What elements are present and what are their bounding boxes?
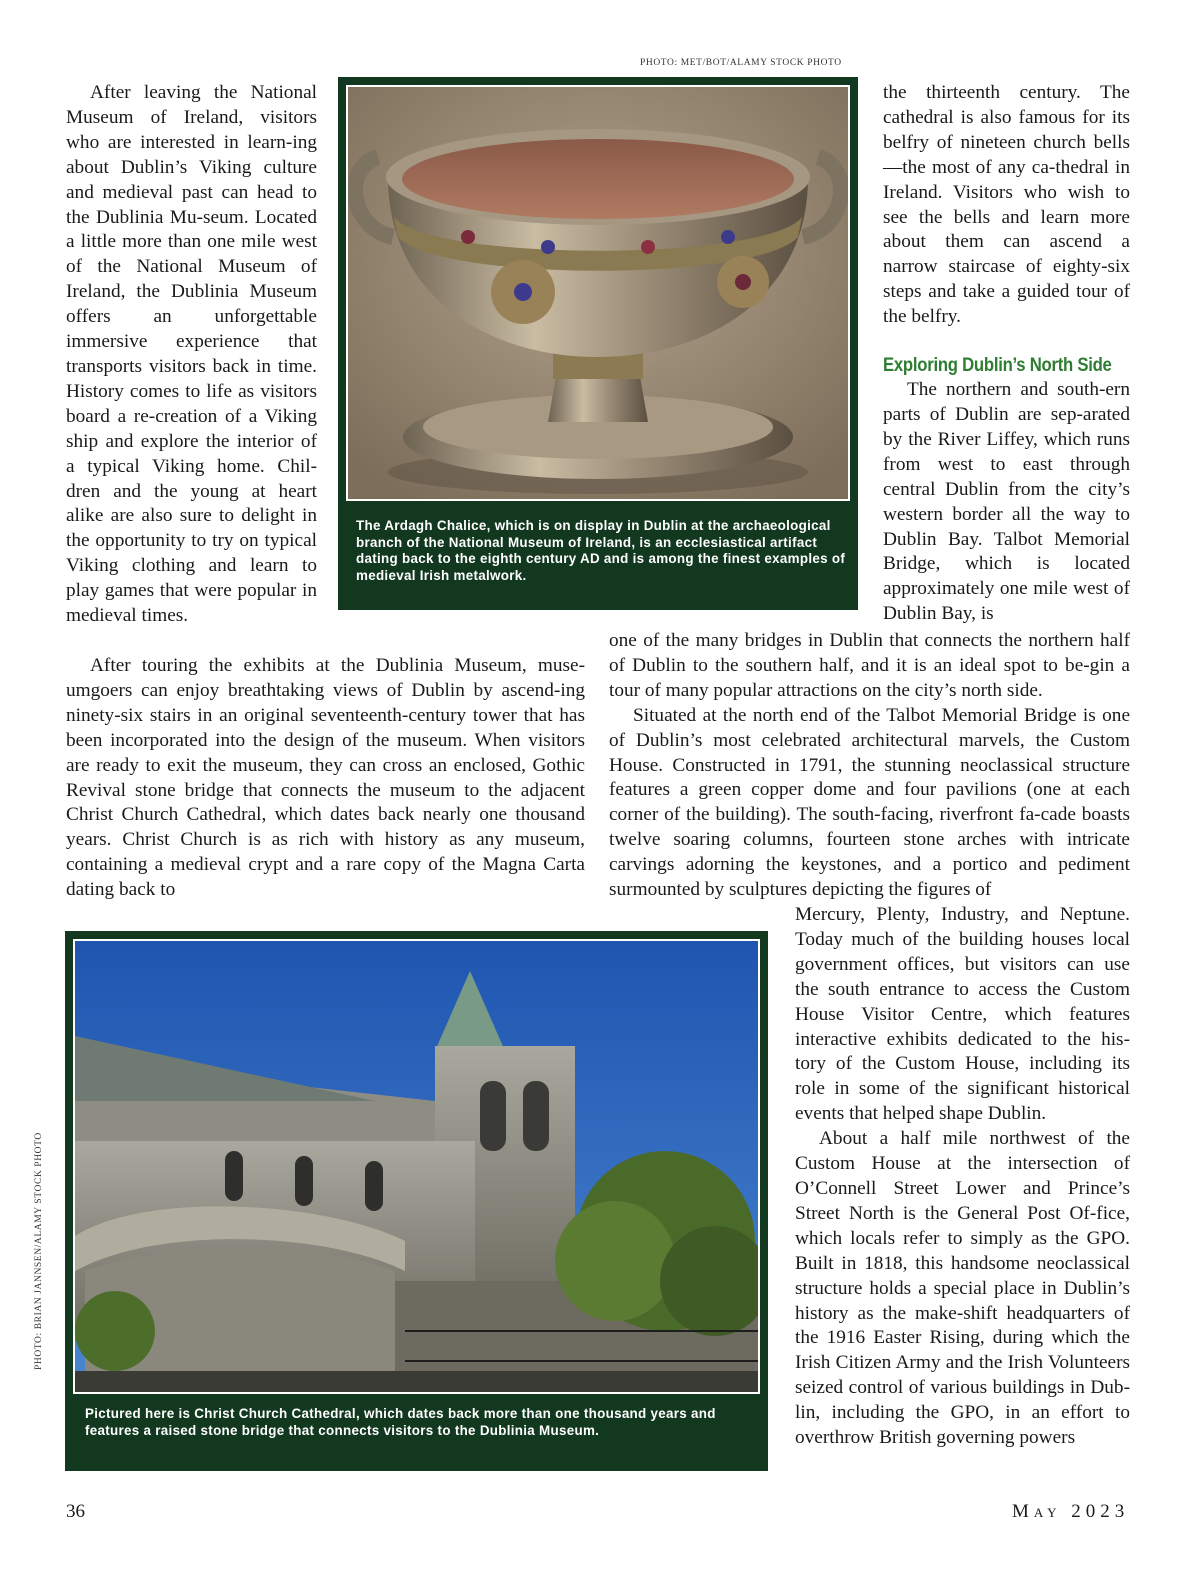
page-number: 36: [66, 1501, 85, 1522]
body-paragraph: Situated at the north end of the Talbot Memorial Bridge is one of Dublin’s most celebrated architectural marvels, the Custom House. Constructed in 1791, the stunning neoclassical structure features a green copper dome and four pavilions (one at each corner of the building). The south-facing, riverfront fa-cade boasts twelve soaring columns, fourteen stone arches with intricate carvings adorning the keystones, and a portico and pediment surmounted by sculptures depicting the figures of: [609, 704, 1130, 901]
body-paragraph: one of the many bridges in Dublin that connects the northern half of Dublin to the southern half, and it is an ideal spot to be-gin a tour of many popular attractions on the city’s north side.: [609, 630, 1130, 701]
chalice-illustration: [348, 87, 848, 499]
body-paragraph: The northern and south-ern parts of Dublin are sep-arated by the River Liffey, which runs from west to east through central Dublin from the city’s western border all the way to Dublin Bay. Talbot Memorial Bridge, which is located approximately one mile west of Dublin Bay, is: [883, 379, 1130, 625]
body-paragraph: the thirteenth century. The cathedral is also famous for its belfry of nineteen church bells—the most of any ca-thedral in Ireland. Visitors who wish to see the bells and learn more about them can ascend a narrow staircase of eighty-six steps and take a guided tour of the belfry.: [883, 82, 1130, 328]
photo-credit-top: PHOTO: MET/BOT/ALAMY STOCK PHOTO: [640, 58, 842, 68]
body-paragraph: After touring the exhibits at the Dublinia Museum, muse-umgoers can enjoy breathtaking views of Dublin by ascend-ing ninety-six stairs in an original seventeenth-century tower that has been incorporated into the design of the museum. When visitors are ready to exit the museum, they can cross an enclosed, Gothic Revival stone bridge that connects the museum to the adjacent Christ Church Cathedral, which dates back nearly one thousand years. Christ Church is as rich with history as any museum, containing a medieval crypt and a rare copy of the Magna Carta dating back to: [66, 655, 585, 901]
column-right-top: [883, 81, 1130, 627]
chalice-photo: [346, 85, 850, 501]
column-left-bottom: [66, 654, 585, 903]
chalice-caption: The Ardagh Chalice, which is on display in Dublin at the archaeological branch of the National Museum of Ireland, is an ecclesiastical artifact dating back to the eighth century AD and is among the finest examples of medieval Irish metalwork.: [356, 518, 846, 583]
body-paragraph: About a half mile northwest of the Custom House at the intersection of O’Connell Street Lower and Prince’s Street North is the General Post Of-fice, which locals refer to simply as the GPO. Built in 1818, this handsome neoclassical structure holds a special place in Dublin’s history as the make-shift headquarters of the 1916 Easter Rising, during which the Irish Citizen Army and the Irish Volunteers seized control of various buildings in Dub-lin, including the GPO, in an effort to overthrow British governing powers: [795, 1128, 1130, 1449]
column-middle: [609, 629, 1130, 903]
photo-credit-side: PHOTO: BRIAN JANNSEN/ALAMY STOCK PHOTO: [34, 1132, 44, 1370]
issue-date: May 2023: [1012, 1501, 1130, 1522]
column-right-bottom: [795, 903, 1130, 1451]
cathedral-caption: Pictured here is Christ Church Cathedral, which dates back more than one thousand years and features a raised stone bridge that connects visitors to the Dublinia Museum.: [85, 1406, 716, 1438]
column-left-top: [66, 81, 317, 629]
body-paragraph: Mercury, Plenty, Industry, and Neptune. Today much of the building houses local government offices, but visitors can use the south entrance to access the Custom House Visitor Centre, which features interactive exhibits dedicated to the his-tory of the Custom House, including its role in some of the significant historical events that helped shape Dublin.: [795, 904, 1130, 1125]
cathedral-photo: [73, 939, 760, 1394]
cathedral-illustration: [75, 941, 758, 1392]
cathedral-photo-frame: [65, 931, 768, 1471]
section-heading: Exploring Dublin’s North Side: [883, 355, 1112, 377]
body-paragraph: After leaving the National Museum of Ireland, visitors who are interested in learn-ing about Dublin’s Viking culture and medieval past can head to the Dublinia Mu-seum. Located a little more than one mile west of the National Museum of Ireland, the Dublinia Museum offers an unforgettable immersive experience that transports visitors back in time. History comes to life as visitors board a re-creation of a Viking ship and explore the interior of a typical Viking home. Chil-dren and the young at heart alike are also sure to delight in the opportunity to try on typical Viking clothing and learn to play games that were popular in medieval times.: [66, 82, 317, 627]
chalice-photo-frame: [338, 77, 858, 610]
